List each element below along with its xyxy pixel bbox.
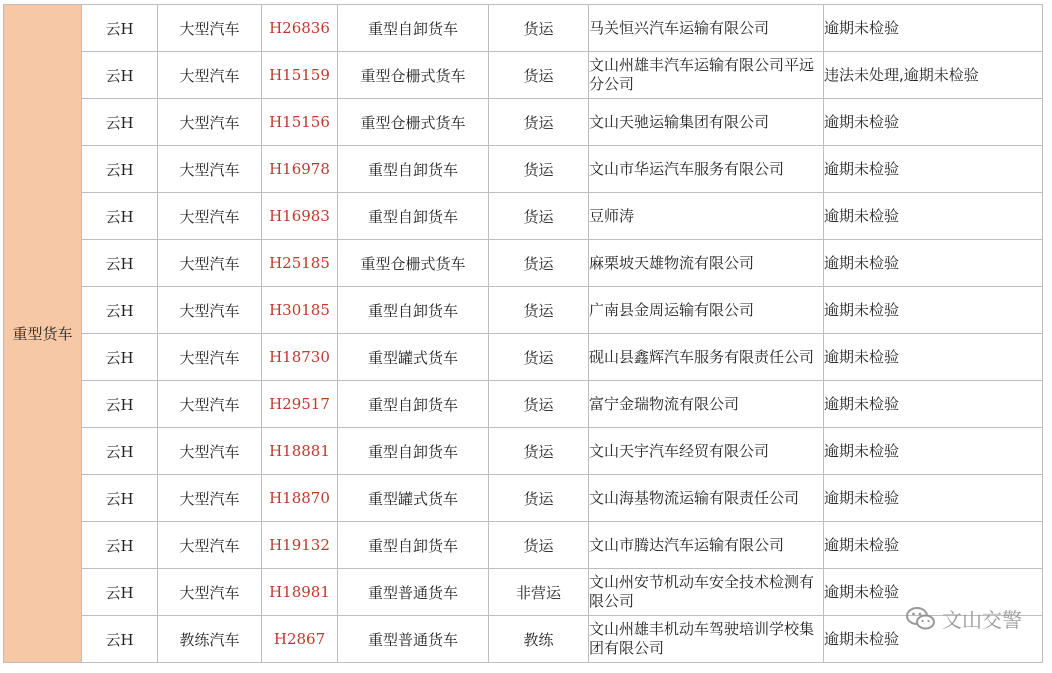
province-cell: 云H: [82, 287, 158, 334]
status-cell: 逾期未检验: [824, 193, 1043, 240]
table-row: [4, 616, 1043, 663]
plate-number-cell: H18881: [262, 428, 338, 475]
usage-cell: 货运: [489, 287, 589, 334]
owner-cell: 文山州雄丰机动车驾驶培训学校集团有限公司: [589, 616, 824, 663]
vehicle-type-cell: 重型普通货车: [338, 616, 489, 663]
watermark-text: 文山交警: [942, 608, 1022, 632]
vehicle-class-cell: 大型汽车: [158, 381, 262, 428]
vehicle-type-cell: 重型自卸货车: [338, 522, 489, 569]
vehicle-class-cell: 大型汽车: [158, 522, 262, 569]
plate-number-cell: H15159: [262, 52, 338, 99]
vehicle-type-cell: 重型罐式货车: [338, 334, 489, 381]
vehicle-type-cell: 重型自卸货车: [338, 428, 489, 475]
province-cell: 云H: [82, 616, 158, 663]
province-cell: 云H: [82, 52, 158, 99]
usage-cell: 货运: [489, 428, 589, 475]
usage-cell: 非营运: [489, 569, 589, 616]
status-cell: 逾期未检验: [824, 381, 1043, 428]
status-cell: 违法未处理,逾期未检验: [824, 52, 1043, 99]
watermark: [906, 604, 1022, 633]
plate-number-cell: H16978: [262, 146, 338, 193]
plate-number-cell: H25185: [262, 240, 338, 287]
table-row: [4, 522, 1043, 569]
usage-cell: 教练: [489, 616, 589, 663]
table-row: [4, 569, 1043, 616]
vehicle-class-cell: 大型汽车: [158, 52, 262, 99]
status-cell: 逾期未检验: [824, 5, 1043, 52]
province-cell: 云H: [82, 99, 158, 146]
table-row: [4, 381, 1043, 428]
table-row: [4, 99, 1043, 146]
province-cell: 云H: [82, 475, 158, 522]
owner-cell: 砚山县鑫辉汽车服务有限责任公司: [589, 334, 824, 381]
vehicle-class-cell: 大型汽车: [158, 569, 262, 616]
vehicle-class-cell: 教练汽车: [158, 616, 262, 663]
owner-cell: 广南县金周运输有限公司: [589, 287, 824, 334]
vehicle-type-cell: 重型自卸货车: [338, 381, 489, 428]
usage-cell: 货运: [489, 334, 589, 381]
plate-number-cell: H18870: [262, 475, 338, 522]
vehicle-class-cell: 大型汽车: [158, 287, 262, 334]
vehicle-type-cell: 重型自卸货车: [338, 193, 489, 240]
province-cell: 云H: [82, 193, 158, 240]
vehicle-type-cell: 重型罐式货车: [338, 475, 489, 522]
plate-number-cell: H29517: [262, 381, 338, 428]
usage-cell: 货运: [489, 52, 589, 99]
status-cell: 逾期未检验: [824, 146, 1043, 193]
vehicle-table: [3, 4, 1043, 663]
table-row: [4, 287, 1043, 334]
plate-number-cell: H18981: [262, 569, 338, 616]
table-row: [4, 146, 1043, 193]
status-cell: 逾期未检验: [824, 428, 1043, 475]
owner-cell: 文山海基物流运输有限责任公司: [589, 475, 824, 522]
status-cell: 逾期未检验: [824, 99, 1043, 146]
owner-cell: 文山市华运汽车服务有限公司: [589, 146, 824, 193]
vehicle-type-cell: 重型自卸货车: [338, 146, 489, 193]
province-cell: 云H: [82, 522, 158, 569]
status-cell: 逾期未检验: [824, 569, 1043, 616]
plate-number-cell: H19132: [262, 522, 338, 569]
vehicle-class-cell: 大型汽车: [158, 334, 262, 381]
table-row: [4, 334, 1043, 381]
owner-cell: 文山市腾达汽车运输有限公司: [589, 522, 824, 569]
owner-cell: 富宁金瑞物流有限公司: [589, 381, 824, 428]
table-row: [4, 475, 1043, 522]
vehicle-class-cell: 大型汽车: [158, 428, 262, 475]
plate-number-cell: H26836: [262, 5, 338, 52]
vehicle-type-cell: 重型自卸货车: [338, 5, 489, 52]
table-row: [4, 240, 1043, 287]
plate-number-cell: H30185: [262, 287, 338, 334]
usage-cell: 货运: [489, 475, 589, 522]
owner-cell: 麻栗坡天雄物流有限公司: [589, 240, 824, 287]
table-row: [4, 5, 1043, 52]
vehicle-type-cell: 重型仓栅式货车: [338, 240, 489, 287]
owner-cell: 文山天宇汽车经贸有限公司: [589, 428, 824, 475]
table-row: [4, 193, 1043, 240]
vehicle-class-cell: 大型汽车: [158, 99, 262, 146]
vehicle-type-cell: 重型仓栅式货车: [338, 99, 489, 146]
status-cell: 逾期未检验: [824, 475, 1043, 522]
plate-number-cell: H16983: [262, 193, 338, 240]
plate-number-cell: H18730: [262, 334, 338, 381]
usage-cell: 货运: [489, 99, 589, 146]
owner-cell: 文山州安节机动车安全技术检测有限公司: [589, 569, 824, 616]
owner-cell: 文山天驰运输集团有限公司: [589, 99, 824, 146]
vehicle-type-cell: 重型仓栅式货车: [338, 52, 489, 99]
usage-cell: 货运: [489, 522, 589, 569]
vehicle-class-cell: 大型汽车: [158, 5, 262, 52]
province-cell: 云H: [82, 334, 158, 381]
status-cell: 逾期未检验: [824, 616, 1043, 663]
plate-number-cell: H15156: [262, 99, 338, 146]
province-cell: 云H: [82, 428, 158, 475]
status-cell: 逾期未检验: [824, 334, 1043, 381]
vehicle-type-cell: 重型普通货车: [338, 569, 489, 616]
table-row: [4, 52, 1043, 99]
category-cell: 重型货车: [4, 5, 82, 663]
usage-cell: 货运: [489, 5, 589, 52]
status-cell: 逾期未检验: [824, 287, 1043, 334]
owner-cell: 文山州雄丰汽车运输有限公司平远分公司: [589, 52, 824, 99]
plate-number-cell: H2867: [262, 616, 338, 663]
vehicle-class-cell: 大型汽车: [158, 146, 262, 193]
province-cell: 云H: [82, 5, 158, 52]
province-cell: 云H: [82, 240, 158, 287]
usage-cell: 货运: [489, 240, 589, 287]
province-cell: 云H: [82, 569, 158, 616]
vehicle-class-cell: 大型汽车: [158, 240, 262, 287]
usage-cell: 货运: [489, 146, 589, 193]
vehicle-class-cell: 大型汽车: [158, 193, 262, 240]
table-body: [4, 5, 1043, 663]
wechat-icon: [906, 606, 936, 632]
owner-cell: 豆师涛: [589, 193, 824, 240]
usage-cell: 货运: [489, 193, 589, 240]
table-row: [4, 428, 1043, 475]
usage-cell: 货运: [489, 381, 589, 428]
province-cell: 云H: [82, 381, 158, 428]
vehicle-class-cell: 大型汽车: [158, 475, 262, 522]
vehicle-type-cell: 重型自卸货车: [338, 287, 489, 334]
status-cell: 逾期未检验: [824, 522, 1043, 569]
status-cell: 逾期未检验: [824, 240, 1043, 287]
owner-cell: 马关恒兴汽车运输有限公司: [589, 5, 824, 52]
province-cell: 云H: [82, 146, 158, 193]
